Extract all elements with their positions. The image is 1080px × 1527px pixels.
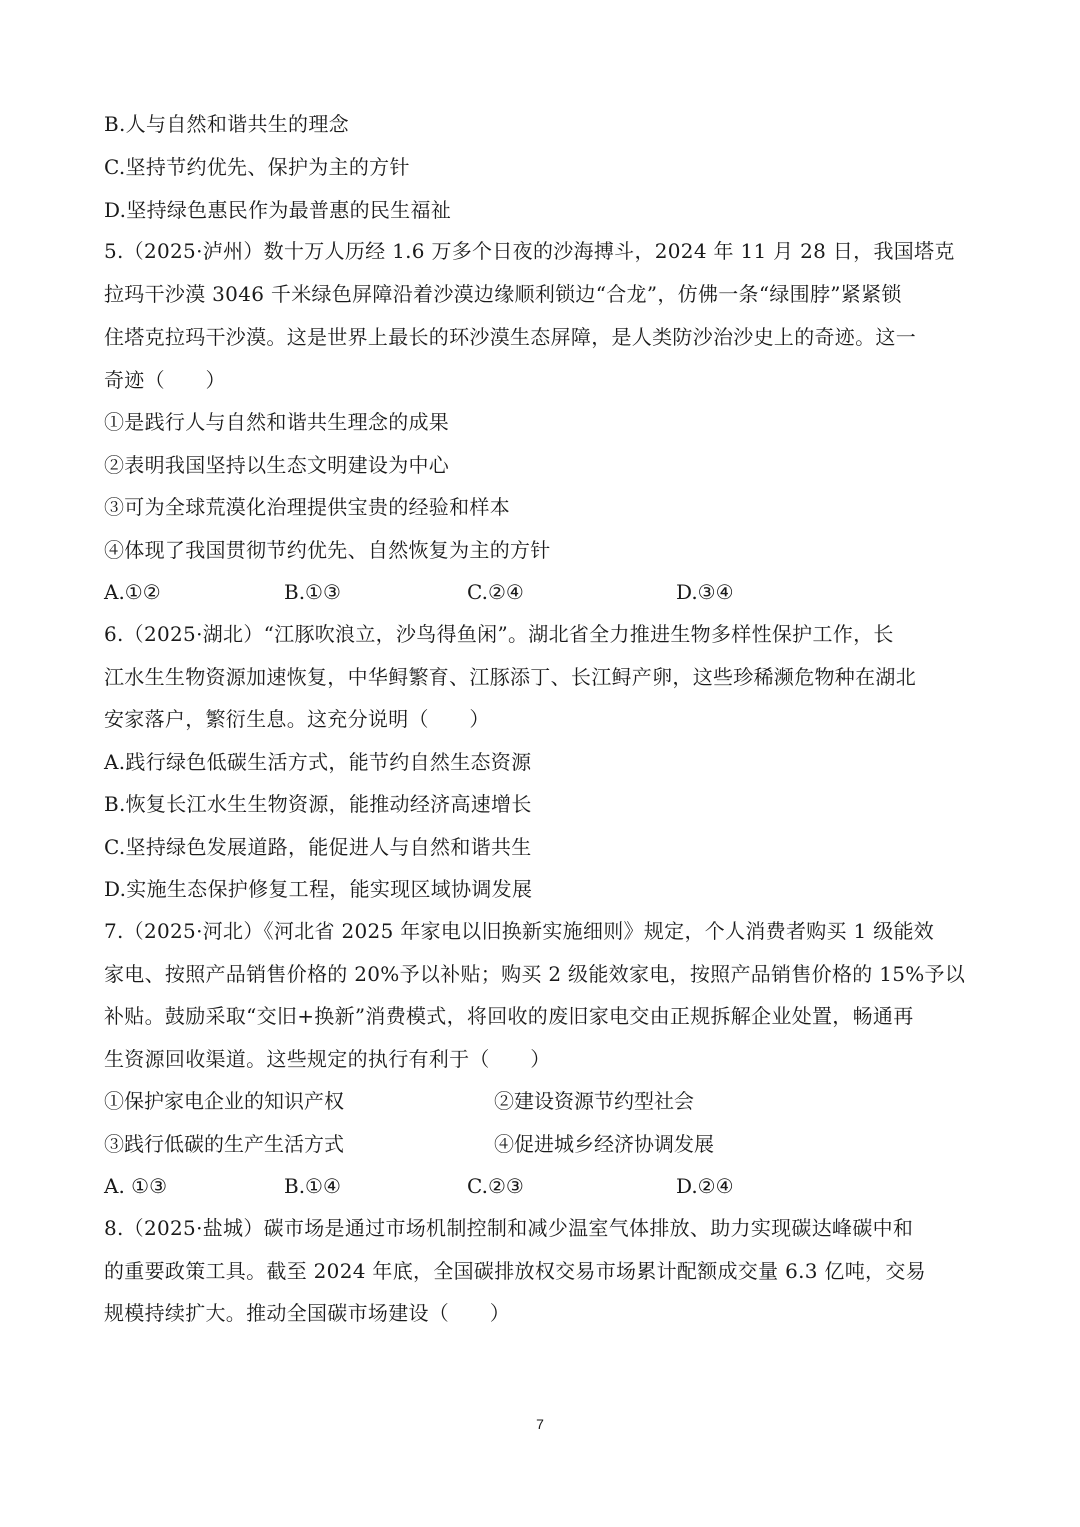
q7-options-row <box>104 1172 984 1200</box>
q7-statement: ④促进城乡经济协调发展 <box>494 1132 714 1156</box>
q5-statement: ③可为全球荒漠化治理提供宝贵的经验和样本 <box>104 495 510 519</box>
q5-statement: ①是践行人与自然和谐共生理念的成果 <box>104 410 450 434</box>
q8-stem-line: 规模持续扩大。推动全国碳市场建设（ ） <box>104 1301 510 1325</box>
q6-option-c: C.坚持绿色发展道路，能促进人与自然和谐共生 <box>104 835 532 859</box>
q6-option-b: B.恢复长江水生生物资源，能推动经济高速增长 <box>104 792 532 816</box>
q6-option-a: A.践行绿色低碳生活方式，能节约自然生态资源 <box>104 750 532 774</box>
q6-stem-line: 6.（2025·湖北）“江豚吹浪立，沙鸟得鱼闲”。湖北省全力推进生物多样性保护工作，长 <box>104 622 894 646</box>
q7-option-d: D.②④ <box>676 1174 734 1198</box>
q7-option-a: A. ①③ <box>104 1174 168 1198</box>
q7-option-b: B.①④ <box>284 1174 341 1198</box>
q7-stem-line: 家电、按照产品销售价格的 20%予以补贴；购买 2 级能效家电，按照产品销售价格的 15%予以 <box>104 962 966 986</box>
q5-option-b: B.①③ <box>284 580 341 604</box>
q5-stem-line: 5.（2025·泸州）数十万人历经 1.6 万多个日夜的沙海搏斗，2024 年 11 月 28 日，我国塔克 <box>104 239 955 263</box>
q8-stem-line: 8.（2025·盐城）碳市场是通过市场机制控制和减少温室气体排放、助力实现碳达峰碳中和 <box>104 1216 914 1240</box>
q8-stem-line: 的重要政策工具。截至 2024 年底，全国碳排放权交易市场累计配额成交量 6.3 亿吨，交易 <box>104 1259 926 1283</box>
q4-option-d: D.坚持绿色惠民作为最普惠的民生福祉 <box>104 198 452 222</box>
q7-stem-line: 生资源回收渠道。这些规定的执行有利于（ ） <box>104 1047 551 1071</box>
q5-option-d: D.③④ <box>676 580 734 604</box>
q7-option-c: C.②③ <box>467 1174 524 1198</box>
q6-stem-line: 江水生生物资源加速恢复，中华鲟繁育、江豚添丁、长江鲟产卵，这些珍稀濒危物种在湖北 <box>104 665 916 689</box>
q5-option-c: C.②④ <box>467 580 524 604</box>
q6-option-d: D.实施生态保护修复工程，能实现区域协调发展 <box>104 877 533 901</box>
q7-statements-row <box>104 1130 984 1158</box>
q7-statement: ②建设资源节约型社会 <box>494 1089 694 1113</box>
q7-stem-line: 7.（2025·河北）《河北省 2025 年家电以旧换新实施细则》规定，个人消费者购买 1 级能效 <box>104 919 935 943</box>
q5-options-row <box>104 578 984 606</box>
q7-statement: ①保护家电企业的知识产权 <box>104 1089 344 1113</box>
page-number: 7 <box>536 1416 544 1432</box>
q5-statement: ④体现了我国贯彻节约优先、自然恢复为主的方针 <box>104 538 551 562</box>
q7-statements-row <box>104 1087 984 1115</box>
q7-statement: ③践行低碳的生产生活方式 <box>104 1132 344 1156</box>
q4-option-b: B.人与自然和谐共生的理念 <box>104 112 349 136</box>
q7-stem-line: 补贴。鼓励采取“交旧+换新”消费模式，将回收的废旧家电交由正规拆解企业处置，畅通再 <box>104 1004 914 1028</box>
q5-statement: ②表明我国坚持以生态文明建设为中心 <box>104 453 450 477</box>
q6-stem-line: 安家落户，繁衍生息。这充分说明（ ） <box>104 707 490 731</box>
q5-stem-line: 奇迹（ ） <box>104 368 226 392</box>
q5-stem-line: 拉玛干沙漠 3046 千米绿色屏障沿着沙漠边缘顺利锁边“合龙”，仿佛一条“绿围脖”紧紧锁 <box>104 282 902 306</box>
q5-option-a: A.①② <box>104 580 161 604</box>
q5-stem-line: 住塔克拉玛干沙漠。这是世界上最长的环沙漠生态屏障，是人类防沙治沙史上的奇迹。这一 <box>104 325 916 349</box>
q4-option-c: C.坚持节约优先、保护为主的方针 <box>104 155 410 179</box>
